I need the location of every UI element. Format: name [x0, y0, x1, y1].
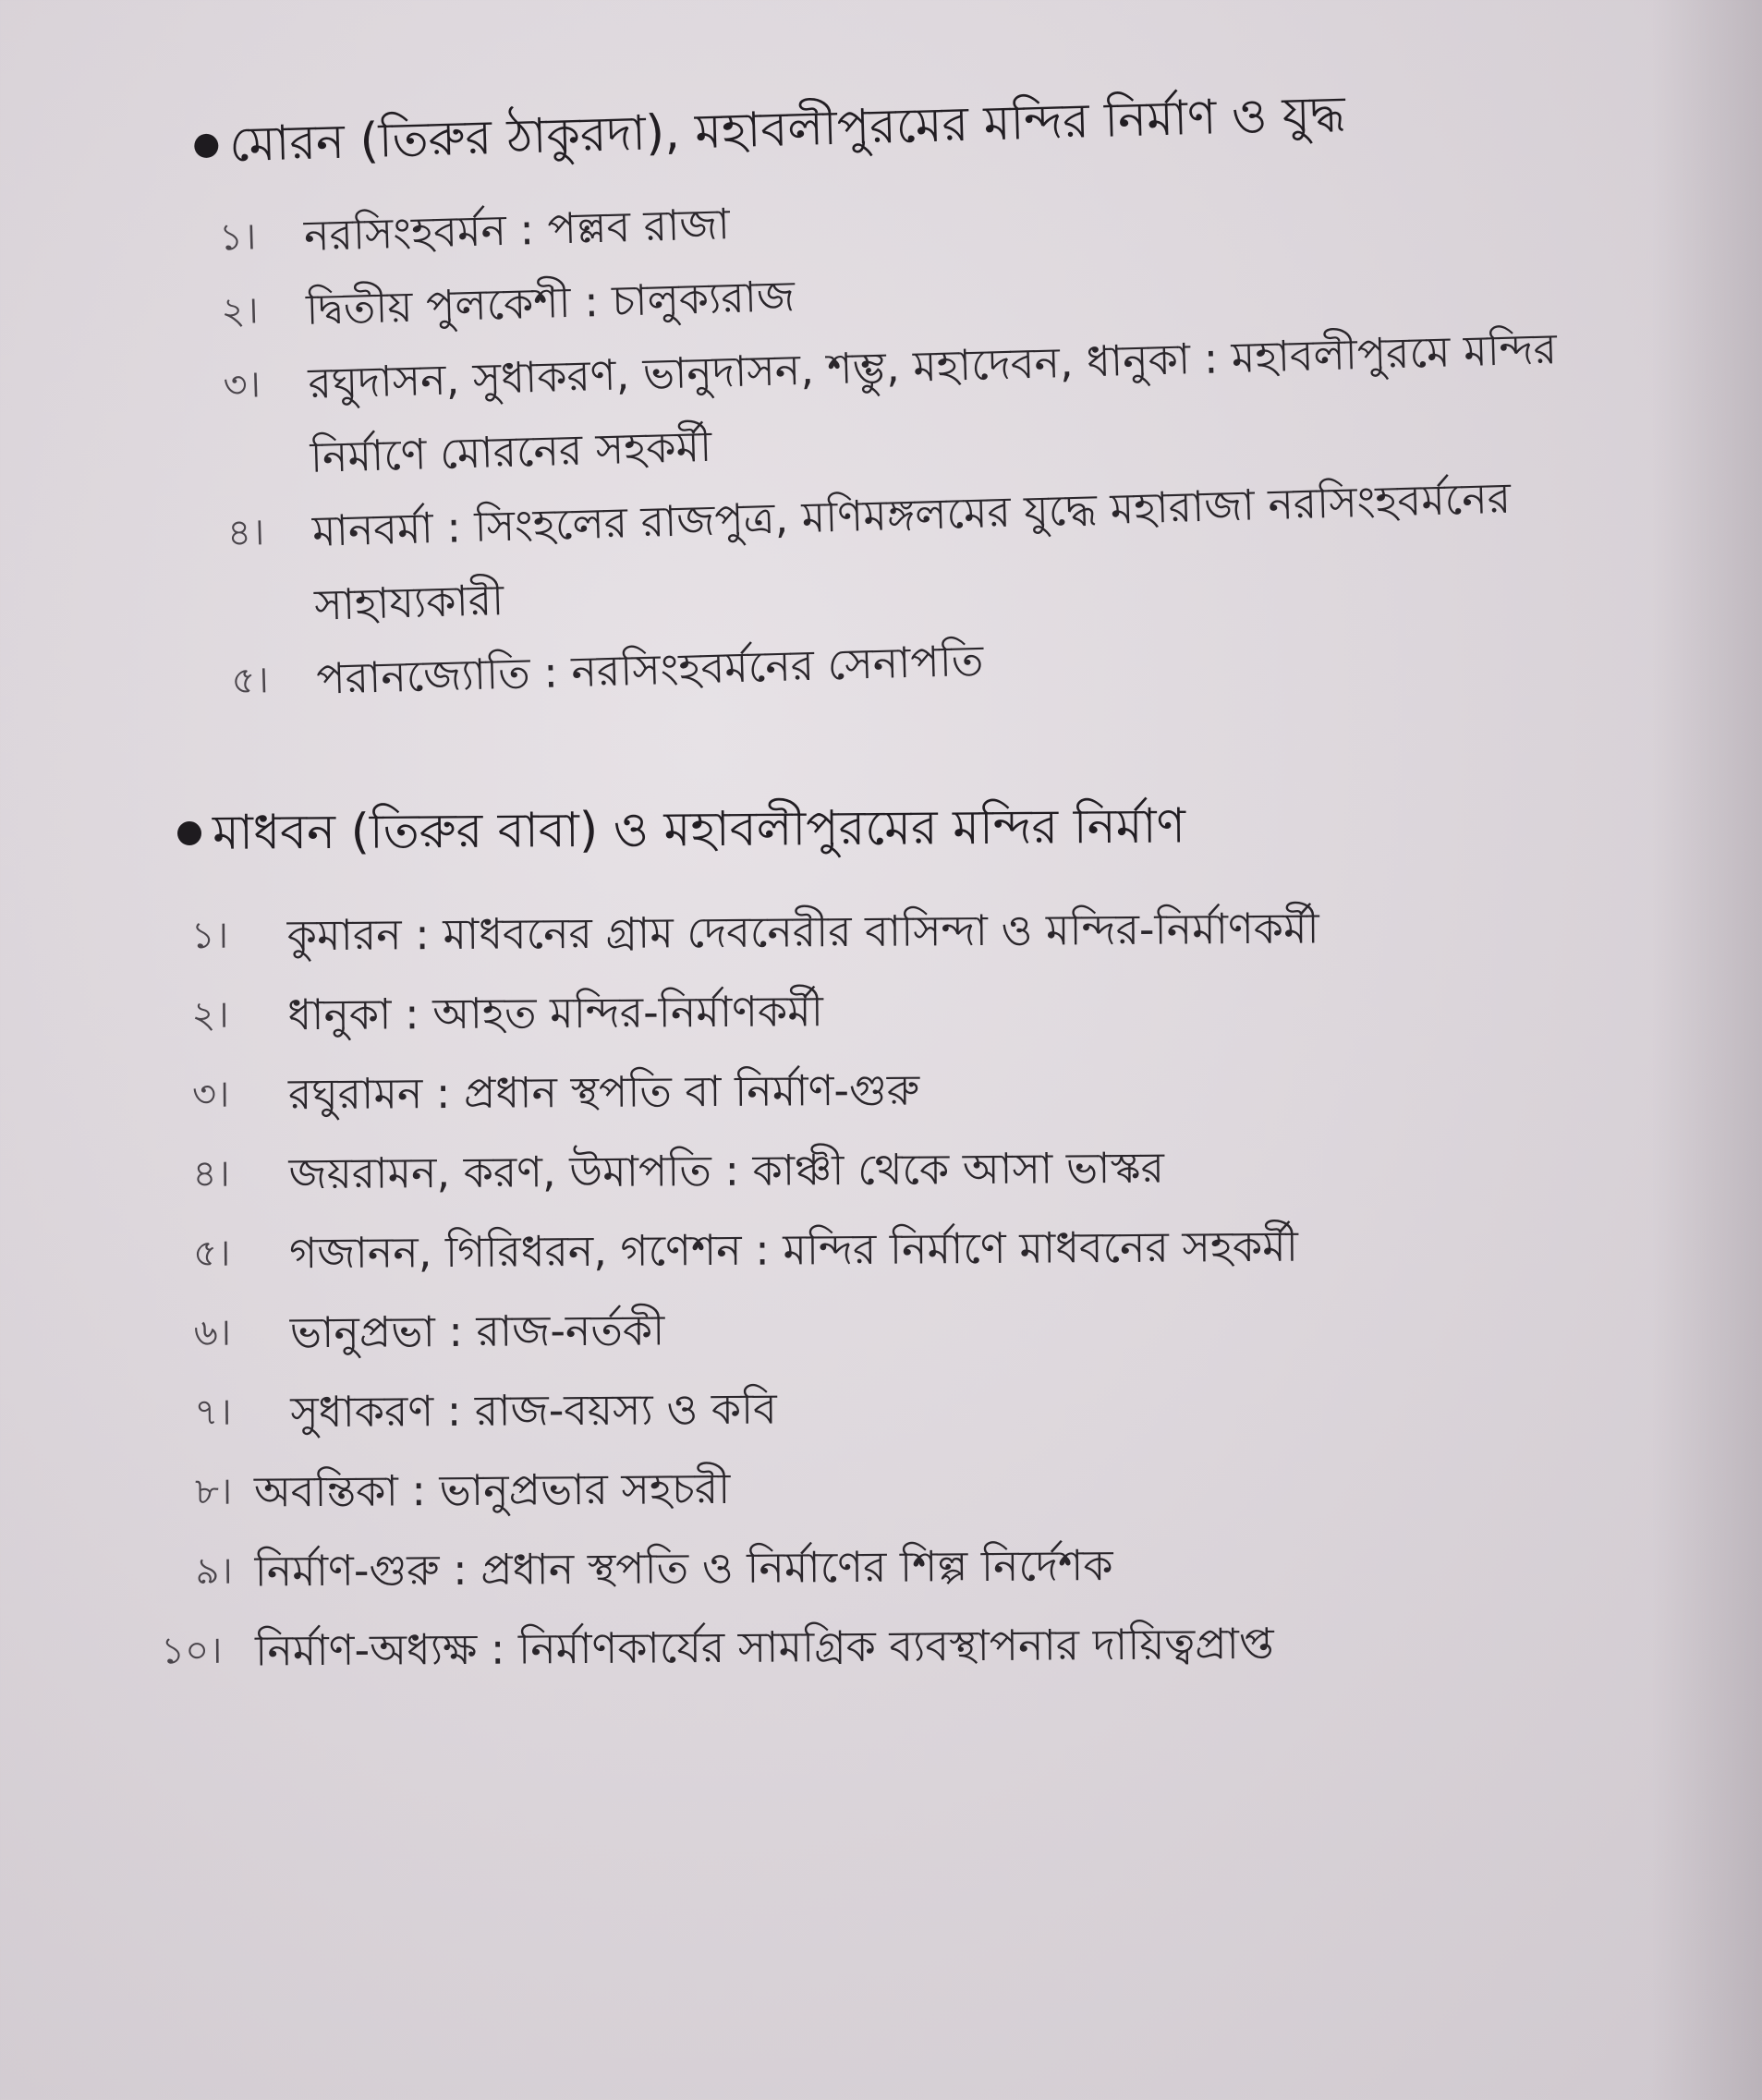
character-list — [0, 885, 1762, 1692]
list-item — [3, 1282, 1762, 1374]
list-item — [2, 1044, 1762, 1135]
item-number: ৪। — [226, 511, 265, 555]
item-number: ২। — [220, 289, 260, 334]
section-heading — [177, 785, 1762, 870]
item-text: কুমারন : মাধবনের গ্রাম দেবনেরীর বাসিন্দা ও মন্দির-নির্মাণকর্মী — [286, 903, 1319, 961]
section-madhavan — [0, 785, 1762, 1692]
list-item — [1, 965, 1762, 1056]
item-text: ভানুপ্রভা : রাজ-নর্তকী — [289, 1305, 665, 1358]
list-item — [5, 1441, 1762, 1533]
section-heading-text: মাধবন (তিরুর বাবা) ও মহাবলীপুরমের মন্দির নির্মাণ — [212, 798, 1186, 861]
bullet-icon — [194, 134, 219, 159]
section-heading-text: মোরন (তিরুর ঠাকুরদা), মহাবলীপুরমের মন্দির নির্মাণ ও যুদ্ধ — [228, 86, 1346, 174]
item-text: নির্মাণ-গুরু : প্রধান স্থপতি ও নির্মাণের শিল্প নির্দেশক — [254, 1540, 1113, 1596]
list-item — [3, 1203, 1762, 1294]
list-item — [4, 1362, 1762, 1453]
item-number: ৪। — [192, 1152, 231, 1196]
item-text: মানবর্মা : সিংহলের রাজপুত্র, মণিমঙ্গলমের যুদ্ধে মহারাজা নরসিংহবর্মনের সাহায্যকারী — [311, 472, 1512, 630]
item-text: ধানুকা : আহত মন্দির-নির্মাণকর্মী — [287, 986, 824, 1040]
bullet-icon — [177, 821, 201, 845]
item-text: জয়রামন, করণ, উমাপতি : কাঞ্চী থেকে আসা ভাস্কর — [288, 1142, 1165, 1199]
item-text: সুধাকরণ : রাজ-বয়স্য ও কবি — [290, 1383, 777, 1438]
character-list — [0, 158, 1762, 724]
item-number: ৮। — [194, 1470, 233, 1513]
item-text: দ্বিতীয় পুলকেশী : চালুক্যরাজ — [305, 271, 796, 334]
item-text: রঘুদাসন, সুধাকরণ, ভানুদাসন, শম্ভু, মহাদেবন, ধানুকা : মহাবলীপুরমে মন্দির নির্মাণে মোরনের সহকর্মী — [307, 323, 1558, 482]
list-item — [5, 1521, 1762, 1612]
item-text: পরানজ্যোতি : নরসিংহবর্মনের সেনাপতি — [315, 635, 985, 704]
list-item — [6, 1600, 1762, 1692]
item-number: ৩। — [191, 1073, 230, 1116]
item-number: ১। — [218, 215, 258, 260]
item-number: ১০। — [161, 1629, 223, 1673]
item-text: নির্মাণ-অধ্যক্ষ : নির্মাণকার্যের সামগ্রিক ব্যবস্থাপনার দায়িত্বপ্রাপ্ত — [254, 1618, 1274, 1676]
list-item — [0, 885, 1762, 977]
item-number: ৭। — [194, 1390, 232, 1434]
item-text: অবন্তিকা : ভানুপ্রভার সহচরী — [253, 1463, 731, 1517]
item-number: ৫। — [230, 659, 270, 703]
item-number: ১। — [190, 914, 229, 957]
list-item — [2, 1123, 1762, 1215]
item-text: রঘুরামন : প্রধান স্থপতি বা নির্মাণ-গুরু — [287, 1064, 920, 1120]
item-number: ৬। — [193, 1311, 232, 1354]
item-text: নরসিংহবর্মন : পল্লব রাজা — [303, 199, 731, 261]
item-text: গজানন, গিরিধরন, গণেশন : মন্দির নির্মাণে মাধবনের সহকর্মী — [288, 1220, 1299, 1279]
section-moron — [0, 66, 1762, 724]
item-number: ৫। — [193, 1232, 231, 1275]
item-number: ৯। — [195, 1549, 234, 1593]
item-number: ২। — [191, 993, 229, 1037]
item-number: ৩। — [222, 363, 261, 407]
